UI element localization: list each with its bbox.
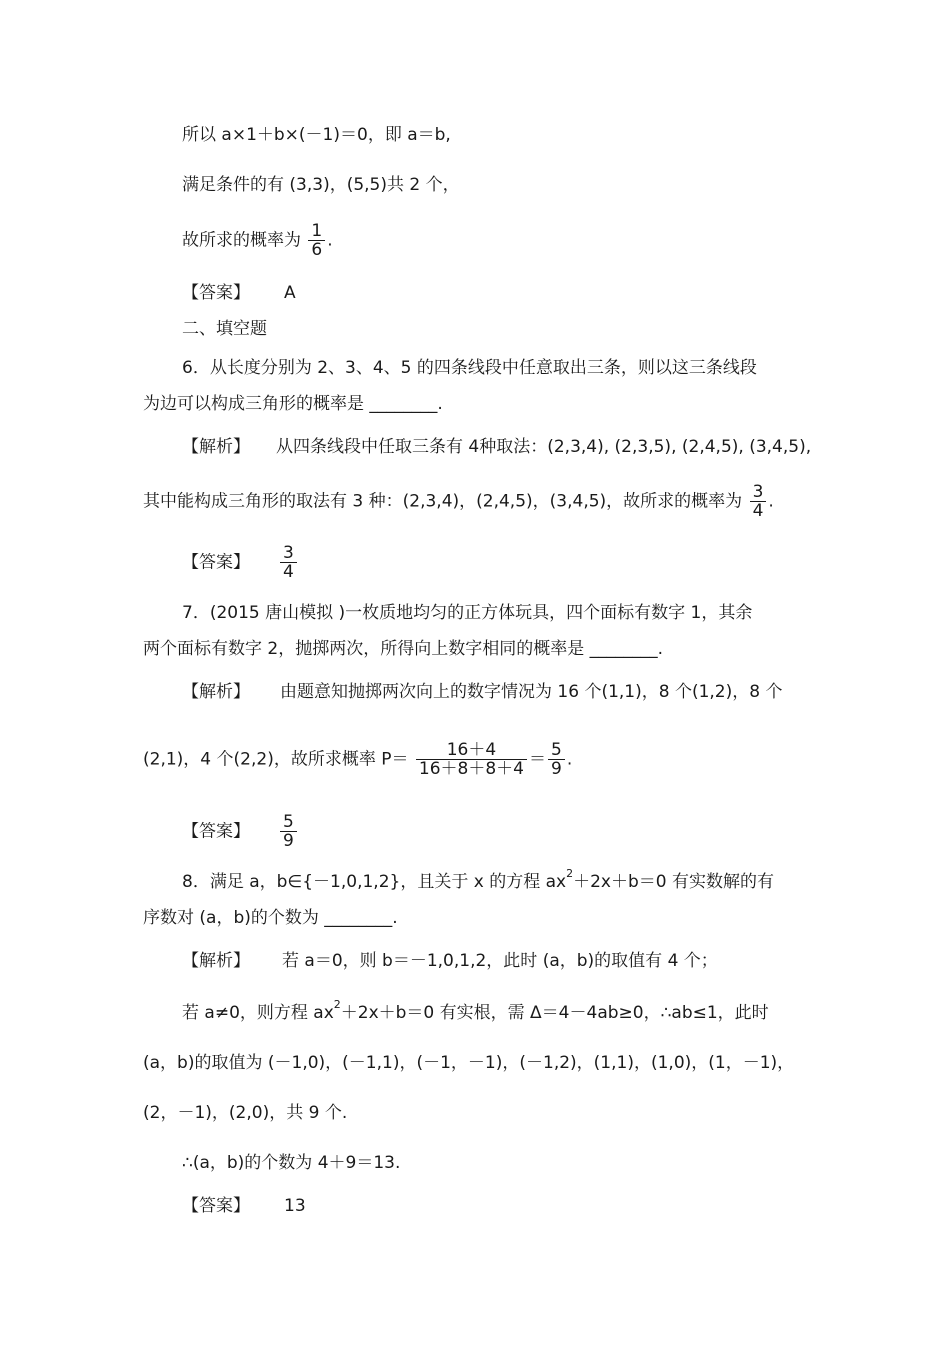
- text: 其中能构成三角形的取法有 3 种：(2,3,4)，(2,4,5)，(3,4,5)，故所求的概率为: [143, 491, 743, 512]
- analysis-text: 若 a＝0，则 b＝－1,0,1,2，此时 (a，b)的取值有 4 个；: [282, 951, 718, 971]
- fraction: [308, 222, 325, 259]
- fraction-2: [548, 741, 565, 778]
- answer-fraction: [280, 813, 297, 850]
- denominator: 4: [283, 562, 294, 582]
- line-2: 满足条件的有 (3,3)，(5,5)共 2 个，: [182, 175, 460, 195]
- denominator: 16＋8＋8＋4: [418, 759, 524, 779]
- analysis-text: 从四条线段中任取三条有 4种取法：(2,3,4), (2,3,5), (2,4,5), (3,4,5),: [276, 437, 812, 457]
- period: .: [768, 491, 774, 512]
- numerator: 3: [280, 544, 297, 563]
- section-title: 二、填空题: [182, 319, 267, 339]
- numerator: 3: [750, 483, 767, 502]
- answer-value: 13: [284, 1196, 306, 1216]
- line-1: 所以 a×1＋b×(－1)＝0，即 a＝b,: [182, 125, 451, 145]
- line-3: [182, 222, 333, 259]
- answer-fraction: [280, 544, 297, 581]
- equals: ＝: [528, 749, 546, 770]
- text-2: ＋2x＋b＝0 有实根，需 Δ＝4－4ab≥0，∴ab≤1，此时: [340, 1003, 769, 1023]
- answer-label: 【答案】: [182, 552, 250, 573]
- text: 故所求的概率为: [182, 230, 301, 251]
- numerator: 1: [308, 222, 325, 241]
- answer-label: 【答案】: [182, 821, 250, 842]
- q6-line-1: 6．从长度分别为 2、3、4、5 的四条线段中任意取出三条，则以这三条线段: [182, 358, 757, 378]
- superscript: 2: [333, 998, 341, 1011]
- answer-5: [182, 282, 296, 304]
- q8-analysis-5: ∴(a，b)的个数为 4＋9＝13.: [182, 1153, 401, 1173]
- analysis-label: 【解析】: [182, 951, 250, 971]
- denominator: 4: [752, 501, 764, 521]
- q8-analysis-3: (a，b)的取值为 (－1,0)，(－1,1)，(－1，－1)，(－1,2)，(1,1)，(1,0)，(1，－1)，: [143, 1053, 795, 1073]
- text: (2,1)，4 个(2,2)，故所求概率 P＝: [143, 749, 409, 770]
- answer-label: 【答案】: [182, 1196, 250, 1216]
- fraction: [750, 483, 767, 520]
- q8-line-2: 序数对 (a，b)的个数为 ________.: [143, 908, 398, 928]
- denominator: 6: [311, 240, 323, 260]
- period: .: [566, 749, 573, 770]
- denominator: 9: [550, 759, 562, 779]
- text: 8．满足 a，b∈{－1,0,1,2}，且关于 x 的方程 ax: [182, 872, 567, 892]
- q8-answer: [182, 1195, 306, 1217]
- q7-line-2: 两个面标有数字 2，抛掷两次，所得向上数字相同的概率是 ________.: [143, 639, 664, 659]
- fraction-1: [416, 741, 527, 778]
- q7-analysis: [182, 681, 782, 703]
- q7-analysis-2: [143, 741, 572, 778]
- q8-line-1: [182, 867, 774, 895]
- analysis-label: 【解析】: [182, 437, 250, 457]
- q6-line-2: 为边可以构成三角形的概率是 ________.: [143, 394, 443, 414]
- denominator: 9: [283, 831, 294, 851]
- answer-value: A: [284, 283, 296, 303]
- q6-analysis: [182, 436, 811, 458]
- analysis-text: 由题意知抛掷两次向上的数字情况为 16 个(1,1)，8 个(1,2)，8 个: [280, 682, 783, 702]
- period: .: [327, 230, 333, 251]
- q7-answer: [182, 813, 299, 850]
- numerator: 5: [280, 813, 297, 832]
- q6-answer: [182, 544, 299, 581]
- q8-analysis-4: (2，－1)，(2,0)，共 9 个.: [143, 1103, 348, 1123]
- numerator: 5: [548, 741, 565, 760]
- q8-analysis-2: [182, 998, 769, 1026]
- superscript: 2: [566, 867, 574, 880]
- q6-analysis-2: [143, 483, 774, 520]
- text-2: ＋2x＋b＝0 有实数解的有: [573, 872, 774, 892]
- answer-label: 【答案】: [182, 283, 250, 303]
- numerator: 16＋4: [416, 741, 527, 760]
- q7-line-1: 7．(2015 唐山模拟 )一枚质地均匀的正方体玩具，四个面标有数字 1，其余: [182, 603, 753, 623]
- q8-analysis: [182, 950, 718, 972]
- analysis-label: 【解析】: [182, 682, 250, 702]
- text: 若 a≠0，则方程 ax: [182, 1003, 334, 1023]
